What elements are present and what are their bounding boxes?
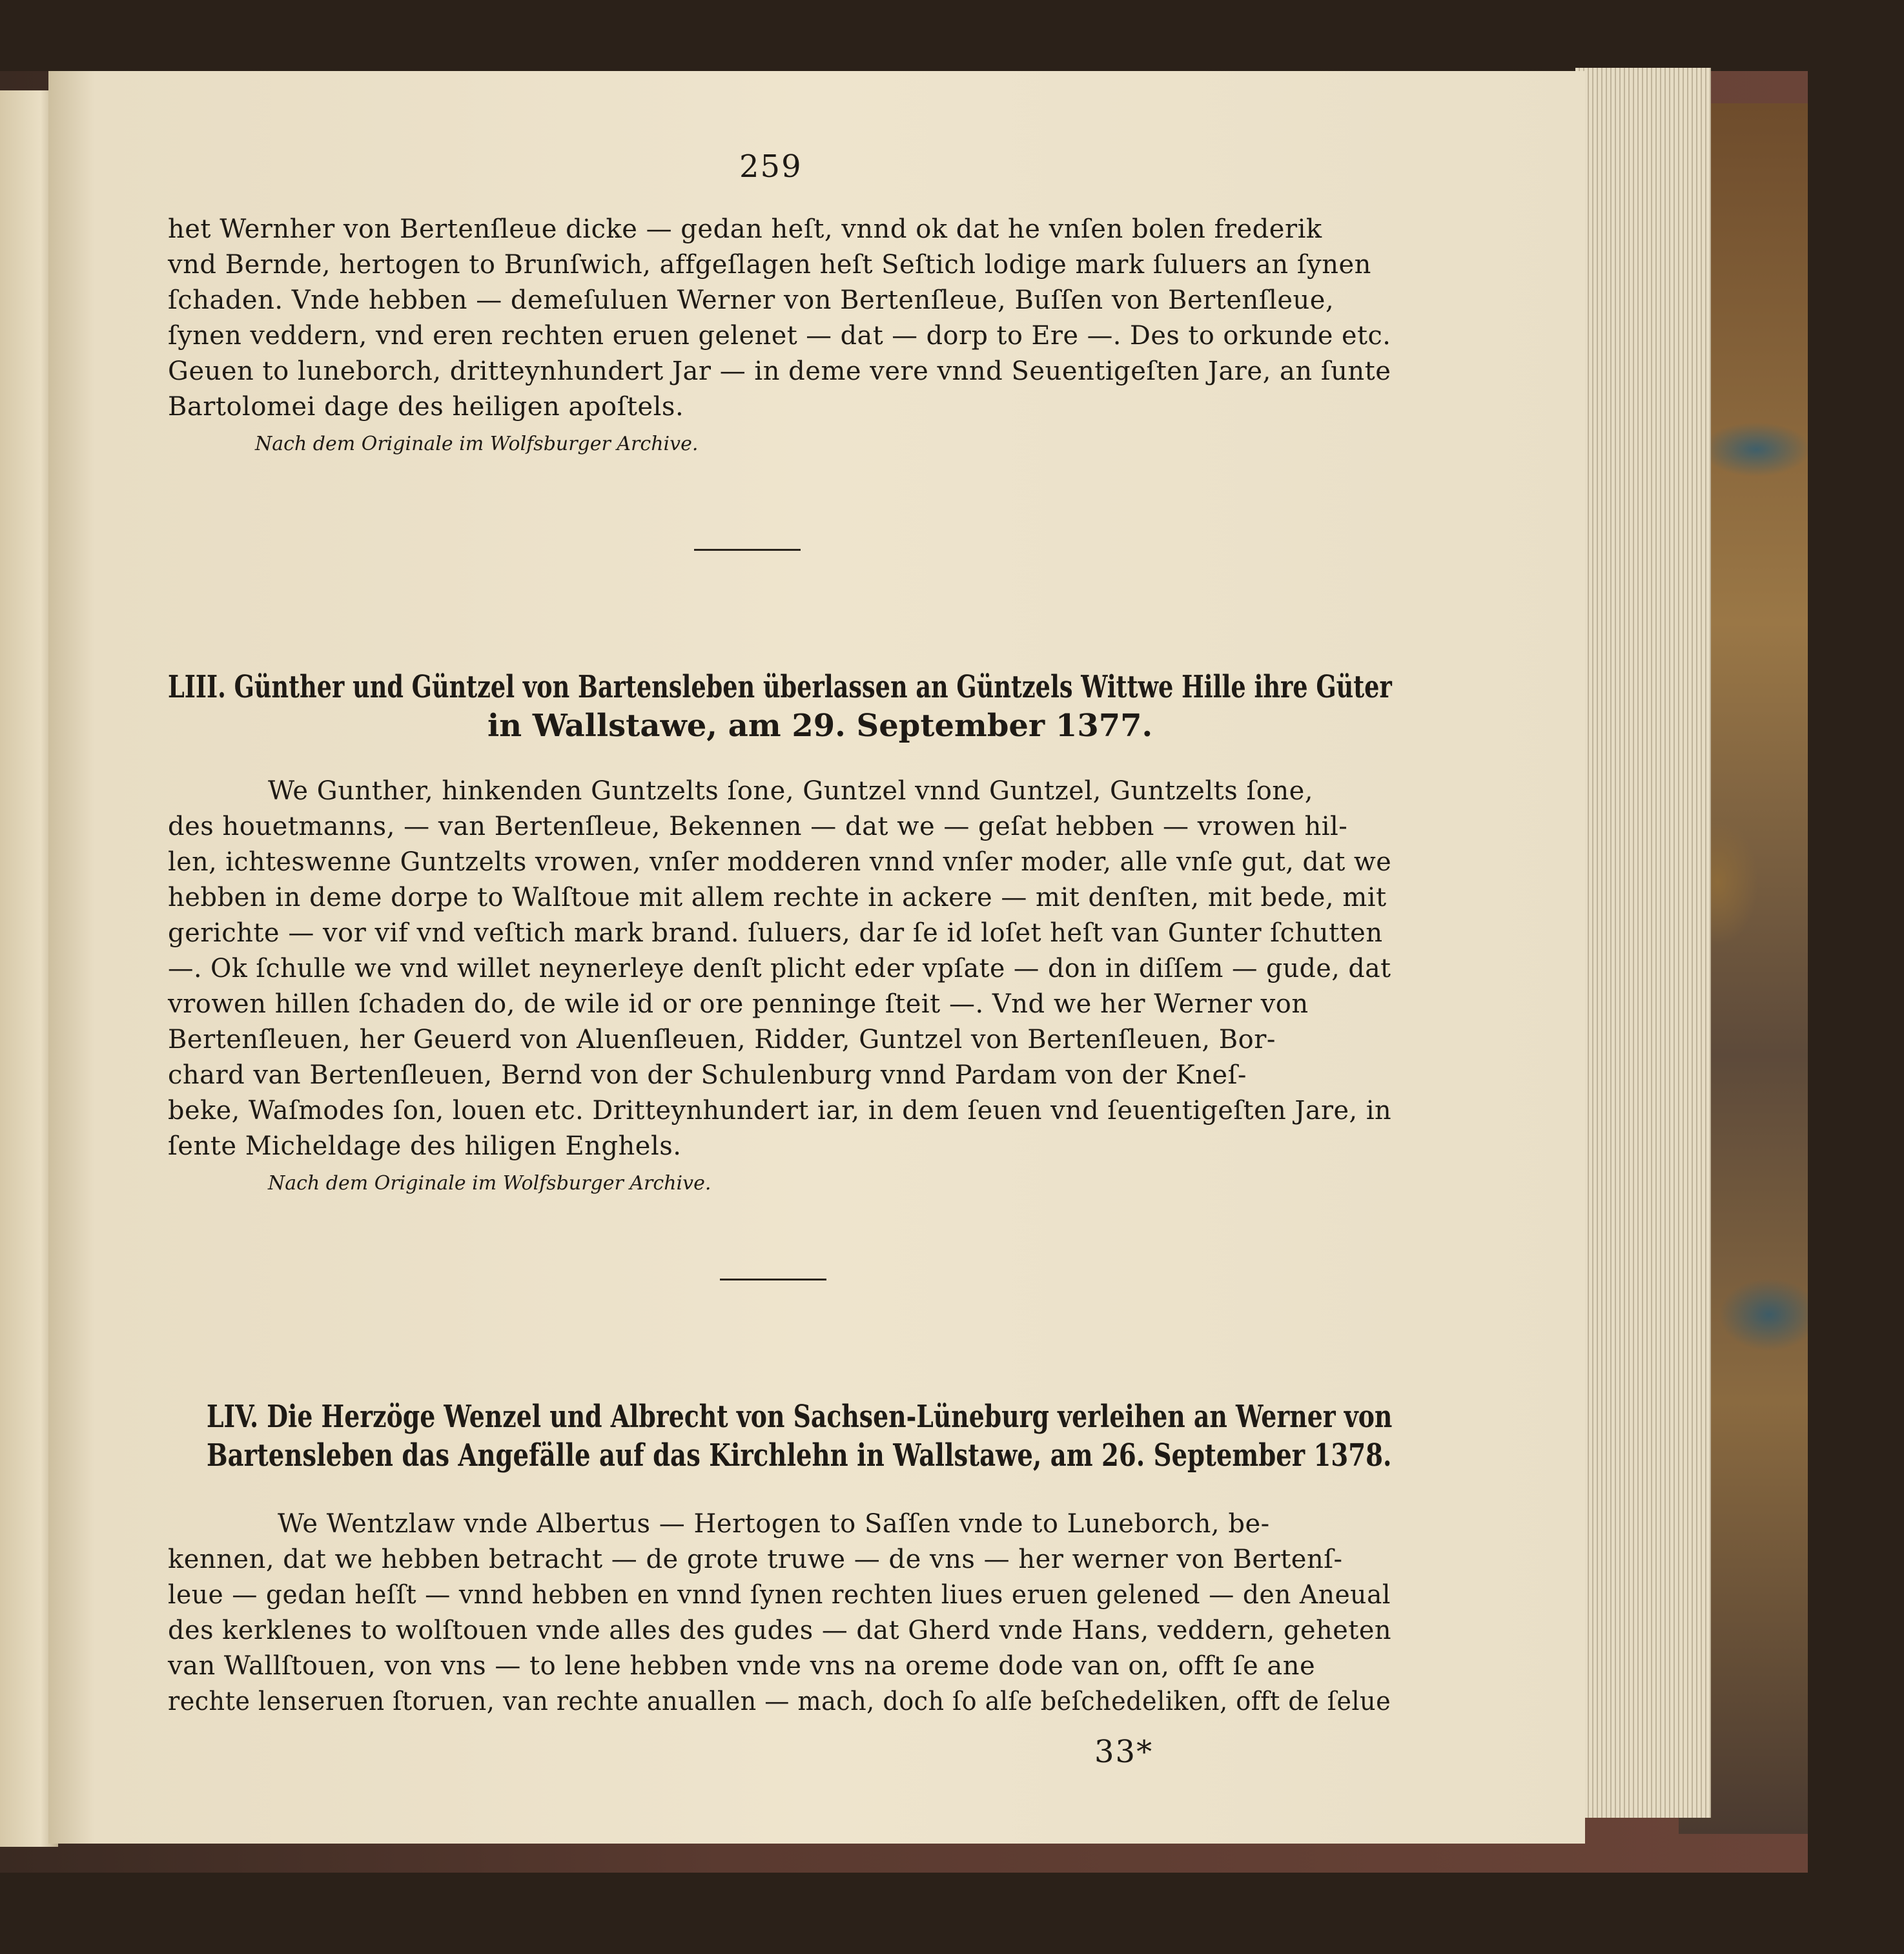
text-line: vnd Bernde, hertogen to Brunſwich, affgeſlagen heſt Seſtich lodige mark ſuluers an ſynen (168, 250, 1371, 280)
text-line: Bartolomei dage des heiligen apoſtels. (168, 392, 684, 422)
text-line: kennen, dat we hebben betracht — de grote truwe — de vns — her werner von Bertenſ- (168, 1545, 1343, 1574)
text-line: We Wentzlaw vnde Albertus — Hertogen to Saſſen vnde to Luneborch, be- (278, 1509, 1270, 1539)
section-heading: in Wallstawe, am 29. September 1377. (487, 708, 1153, 744)
text-line: van Wallſtouen, von vns — to lene hebben vnde vns na oreme dode van on, offt ſe ane (168, 1651, 1316, 1681)
section-heading: LIII. Günther und Güntzel von Bartensleben überlassen an Güntzels Wittwe Hille ihre Güter (168, 669, 1392, 705)
text-line: len, ichteswenne Guntzelts vrowen, vnſer modderen vnnd vnſer moder, alle vnſe gut, dat we (168, 847, 1392, 877)
text-line: ſynen veddern, vnd eren rechten eruen gelenet — dat — dorp to Ere —. Des to orkunde etc. (168, 321, 1391, 351)
source-note: Nach dem Originale im Wolfsburger Archive. (255, 433, 699, 455)
text-line: het Wernher von Bertenſleue dicke — gedan heſt, vnnd ok dat he vnſen bolen frederik (168, 214, 1322, 244)
text-line: Bertenſleuen, her Geuerd von Aluenſleuen, Ridder, Guntzel von Bertenſleuen, Bor- (168, 1025, 1276, 1054)
text-line: We Gunther, hinkenden Guntzelts ſone, Guntzel vnnd Guntzel, Guntzelts ſone, (268, 776, 1313, 806)
text-line: ſchaden. Vnde hebben — demeſuluen Werner von Bertenſleue, Buſſen von Bertenſleue, (168, 285, 1335, 315)
text-line: chard van Bertenſleuen, Bernd von der Schulenburg vnnd Pardam von der Kneſ- (168, 1060, 1247, 1090)
text-line: gerichte — vor vif vnd veſtich mark brand. ſuluers, dar ſe id loſet heſt van Gunter ſchutten (168, 918, 1383, 948)
text-line: vrowen hillen ſchaden do, de wile id or ore penninge ſteit —. Vnd we her Werner von (168, 989, 1309, 1019)
text-line: beke, Waſmodes ſon, louen etc. Dritteynhundert iar, in dem ſeuen vnd ſeuentigeſten Jare, in (168, 1096, 1392, 1126)
text-line: ſente Micheldage des hiligen Enghels. (168, 1131, 682, 1161)
text-line: —. Ok ſchulle we vnd willet neynerleye denſt plicht eder vpſate — don in diſſem — gude, dat (168, 954, 1391, 983)
section-heading: LIV. Die Herzöge Wenzel und Albrecht von Sachsen-Lüneburg verleihen an Werner von (207, 1399, 1393, 1435)
signature-mark: 33* (1094, 1734, 1154, 1770)
source-note: Nach dem Originale im Wolfsburger Archive. (268, 1172, 711, 1195)
text-line: Geuen to luneborch, dritteynhundert Jar — in deme vere vnnd Seuentigeſten Jare, an ſunte (168, 356, 1391, 386)
text-line: hebben in deme dorpe to Walſtoue mit allem rechte in ackere — mit denſten, mit bede, mit (168, 883, 1387, 912)
text-line: des houetmanns, — van Bertenſleue, Bekennen — dat we — geſat hebben — vrowen hil- (168, 812, 1348, 841)
book-page (48, 71, 1585, 1844)
section-divider (720, 1279, 826, 1280)
text-line: leue — gedan heſſt — vnnd hebben en vnnd ſynen rechten liues eruen gelened — den Aneual (168, 1580, 1391, 1610)
section-divider (694, 549, 801, 551)
page-number: 259 (739, 149, 803, 185)
text-line: des kerklenes to wolſtouen vnde alles des gudes — dat Gherd vnde Hans, veddern, geheten (168, 1616, 1392, 1645)
page-block-edges (1575, 68, 1711, 1818)
text-line: rechte lenseruen ſtoruen, van rechte anuallen — mach, doch ſo alſe beſchedeliken, offt de ſelue (168, 1687, 1391, 1716)
section-heading: Bartensleben das Angefälle auf das Kirchlehn in Wallstawe, am 26. September 1378. (207, 1437, 1392, 1474)
